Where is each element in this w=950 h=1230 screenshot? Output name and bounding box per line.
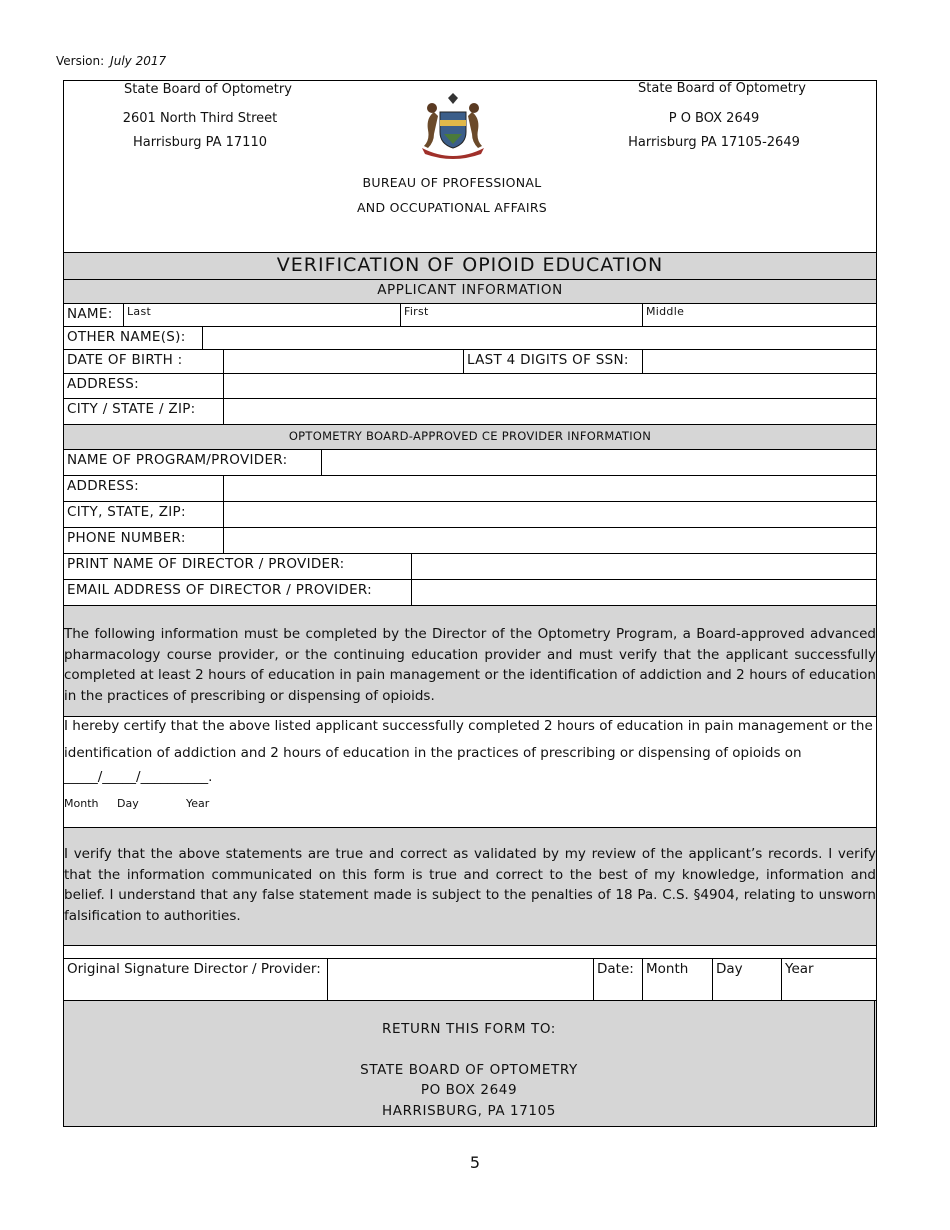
provider-city-field[interactable] <box>224 502 876 527</box>
dob-ssn-row <box>63 350 877 374</box>
signature-month-field[interactable]: Month <box>643 959 713 1000</box>
provider-city-row <box>63 502 877 528</box>
cert-day-label: Day <box>117 797 139 810</box>
version-date: July 2017 <box>110 54 167 68</box>
cert-year-label: Year <box>186 797 210 810</box>
applicant-address-field[interactable] <box>224 374 876 398</box>
header-left-city: Harrisburg PA 17110 <box>133 135 267 150</box>
provider-address-row <box>63 476 877 502</box>
dob-field[interactable] <box>224 350 464 373</box>
header-left-street: 2601 North Third Street <box>122 111 278 126</box>
return-box <box>63 1001 877 1127</box>
verification-box <box>63 828 877 946</box>
coat-of-arms-icon <box>404 92 502 160</box>
certification-text: I hereby certify that the above listed applicant successfully completed 2 hours of education in pain management or the identification of addiction and 2 hours of education in the practices of prescribing or dispensing of opioids on <box>64 718 873 761</box>
dob-label: DATE OF BIRTH : <box>64 350 224 373</box>
version-label: Version: <box>56 54 105 68</box>
other-names-row <box>63 327 877 350</box>
applicant-city-label: CITY / STATE / ZIP: <box>64 399 224 424</box>
return-line-1: STATE BOARD OF OPTOMETRY <box>360 1062 578 1078</box>
page-number: 5 <box>469 1153 481 1172</box>
return-line-3: HARRISBURG, PA 17105 <box>381 1103 556 1119</box>
middle-name-field[interactable]: Middle <box>646 305 685 318</box>
header-left-board: State Board of Optometry <box>124 82 292 97</box>
provider-address-field[interactable] <box>224 476 876 501</box>
name-label: NAME: <box>64 304 124 326</box>
applicant-address-row <box>63 374 877 399</box>
signature-field[interactable] <box>328 959 594 1000</box>
bureau-line-2: AND OCCUPATIONAL AFFAIRS <box>356 200 548 215</box>
program-row <box>63 450 877 476</box>
director-email-row <box>63 580 877 606</box>
provider-city-label: CITY, STATE, ZIP: <box>64 502 224 527</box>
phone-field[interactable] <box>224 528 876 553</box>
certification-date-blank[interactable]: _____/_____/__________. <box>64 769 213 785</box>
instructions-box <box>63 606 877 717</box>
signature-date-label: Date: <box>594 959 643 1000</box>
other-names-field[interactable] <box>203 327 876 349</box>
phone-row <box>63 528 877 554</box>
applicant-city-field[interactable] <box>224 399 876 424</box>
applicant-section-title: APPLICANT INFORMATION <box>63 280 877 304</box>
header-right-city: Harrisburg PA 17105-2649 <box>628 135 800 150</box>
return-heading: RETURN THIS FORM TO: <box>382 1021 556 1037</box>
verification-text: I verify that the above statements are true and correct as validated by my review of the applicant’s records. I verify that the information communicated on this form is true and correct to the best of my knowledge, information and belief. I understand that any false statement made is subject to the penalties of 18 Pa. C.S. §4904, relating to unsworn falsification to authorities. <box>64 846 876 924</box>
return-line-2: PO BOX 2649 <box>420 1082 518 1098</box>
form-title: VERIFICATION OF OPIOID EDUCATION <box>63 252 877 280</box>
signature-label: Original Signature Director / Provider: <box>64 959 328 1000</box>
director-name-field[interactable] <box>412 554 876 579</box>
provider-address-label: ADDRESS: <box>64 476 224 501</box>
applicant-address-label: ADDRESS: <box>64 374 224 398</box>
name-row <box>63 304 877 327</box>
ssn-label: LAST 4 DIGITS OF SSN: <box>464 350 643 373</box>
pennsylvania-seal-logo <box>404 92 502 160</box>
instructions-text: The following information must be completed by the Director of the Optometry Program, a Board-approved advanced pharmacology course provider, or the continuing education provider and must verify that the applicant successfully completed at least 2 hours of education in pain management or the identification of addiction and 2 hours of education in the practices of prescribing or dispensing of opioids. <box>64 626 876 704</box>
bureau-line-1: BUREAU OF PROFESSIONAL <box>362 175 542 190</box>
director-email-label: EMAIL ADDRESS OF DIRECTOR / PROVIDER: <box>64 580 412 605</box>
signature-row <box>63 958 877 1001</box>
signature-day-field[interactable]: Day <box>713 959 782 1000</box>
signature-year-field[interactable]: Year <box>785 961 814 977</box>
other-names-label: OTHER NAME(S): <box>64 327 203 349</box>
director-name-row <box>63 554 877 580</box>
header-right-pobox: P O BOX 2649 <box>668 111 760 126</box>
program-label: NAME OF PROGRAM/PROVIDER: <box>64 450 322 475</box>
cert-month-label: Month <box>64 797 99 810</box>
header-right-board: State Board of Optometry <box>638 81 806 96</box>
first-name-field[interactable]: First <box>401 304 643 326</box>
program-field[interactable] <box>322 450 876 475</box>
phone-label: PHONE NUMBER: <box>64 528 224 553</box>
version-line <box>56 54 166 68</box>
director-name-label: PRINT NAME OF DIRECTOR / PROVIDER: <box>64 554 412 579</box>
ssn-field[interactable] <box>643 350 876 373</box>
applicant-city-row <box>63 399 877 425</box>
certification-box <box>63 717 877 828</box>
director-email-field[interactable] <box>412 580 876 605</box>
last-name-field[interactable]: Last <box>124 304 401 326</box>
provider-section-title: OPTOMETRY BOARD-APPROVED CE PROVIDER INFORMATION <box>63 425 877 450</box>
